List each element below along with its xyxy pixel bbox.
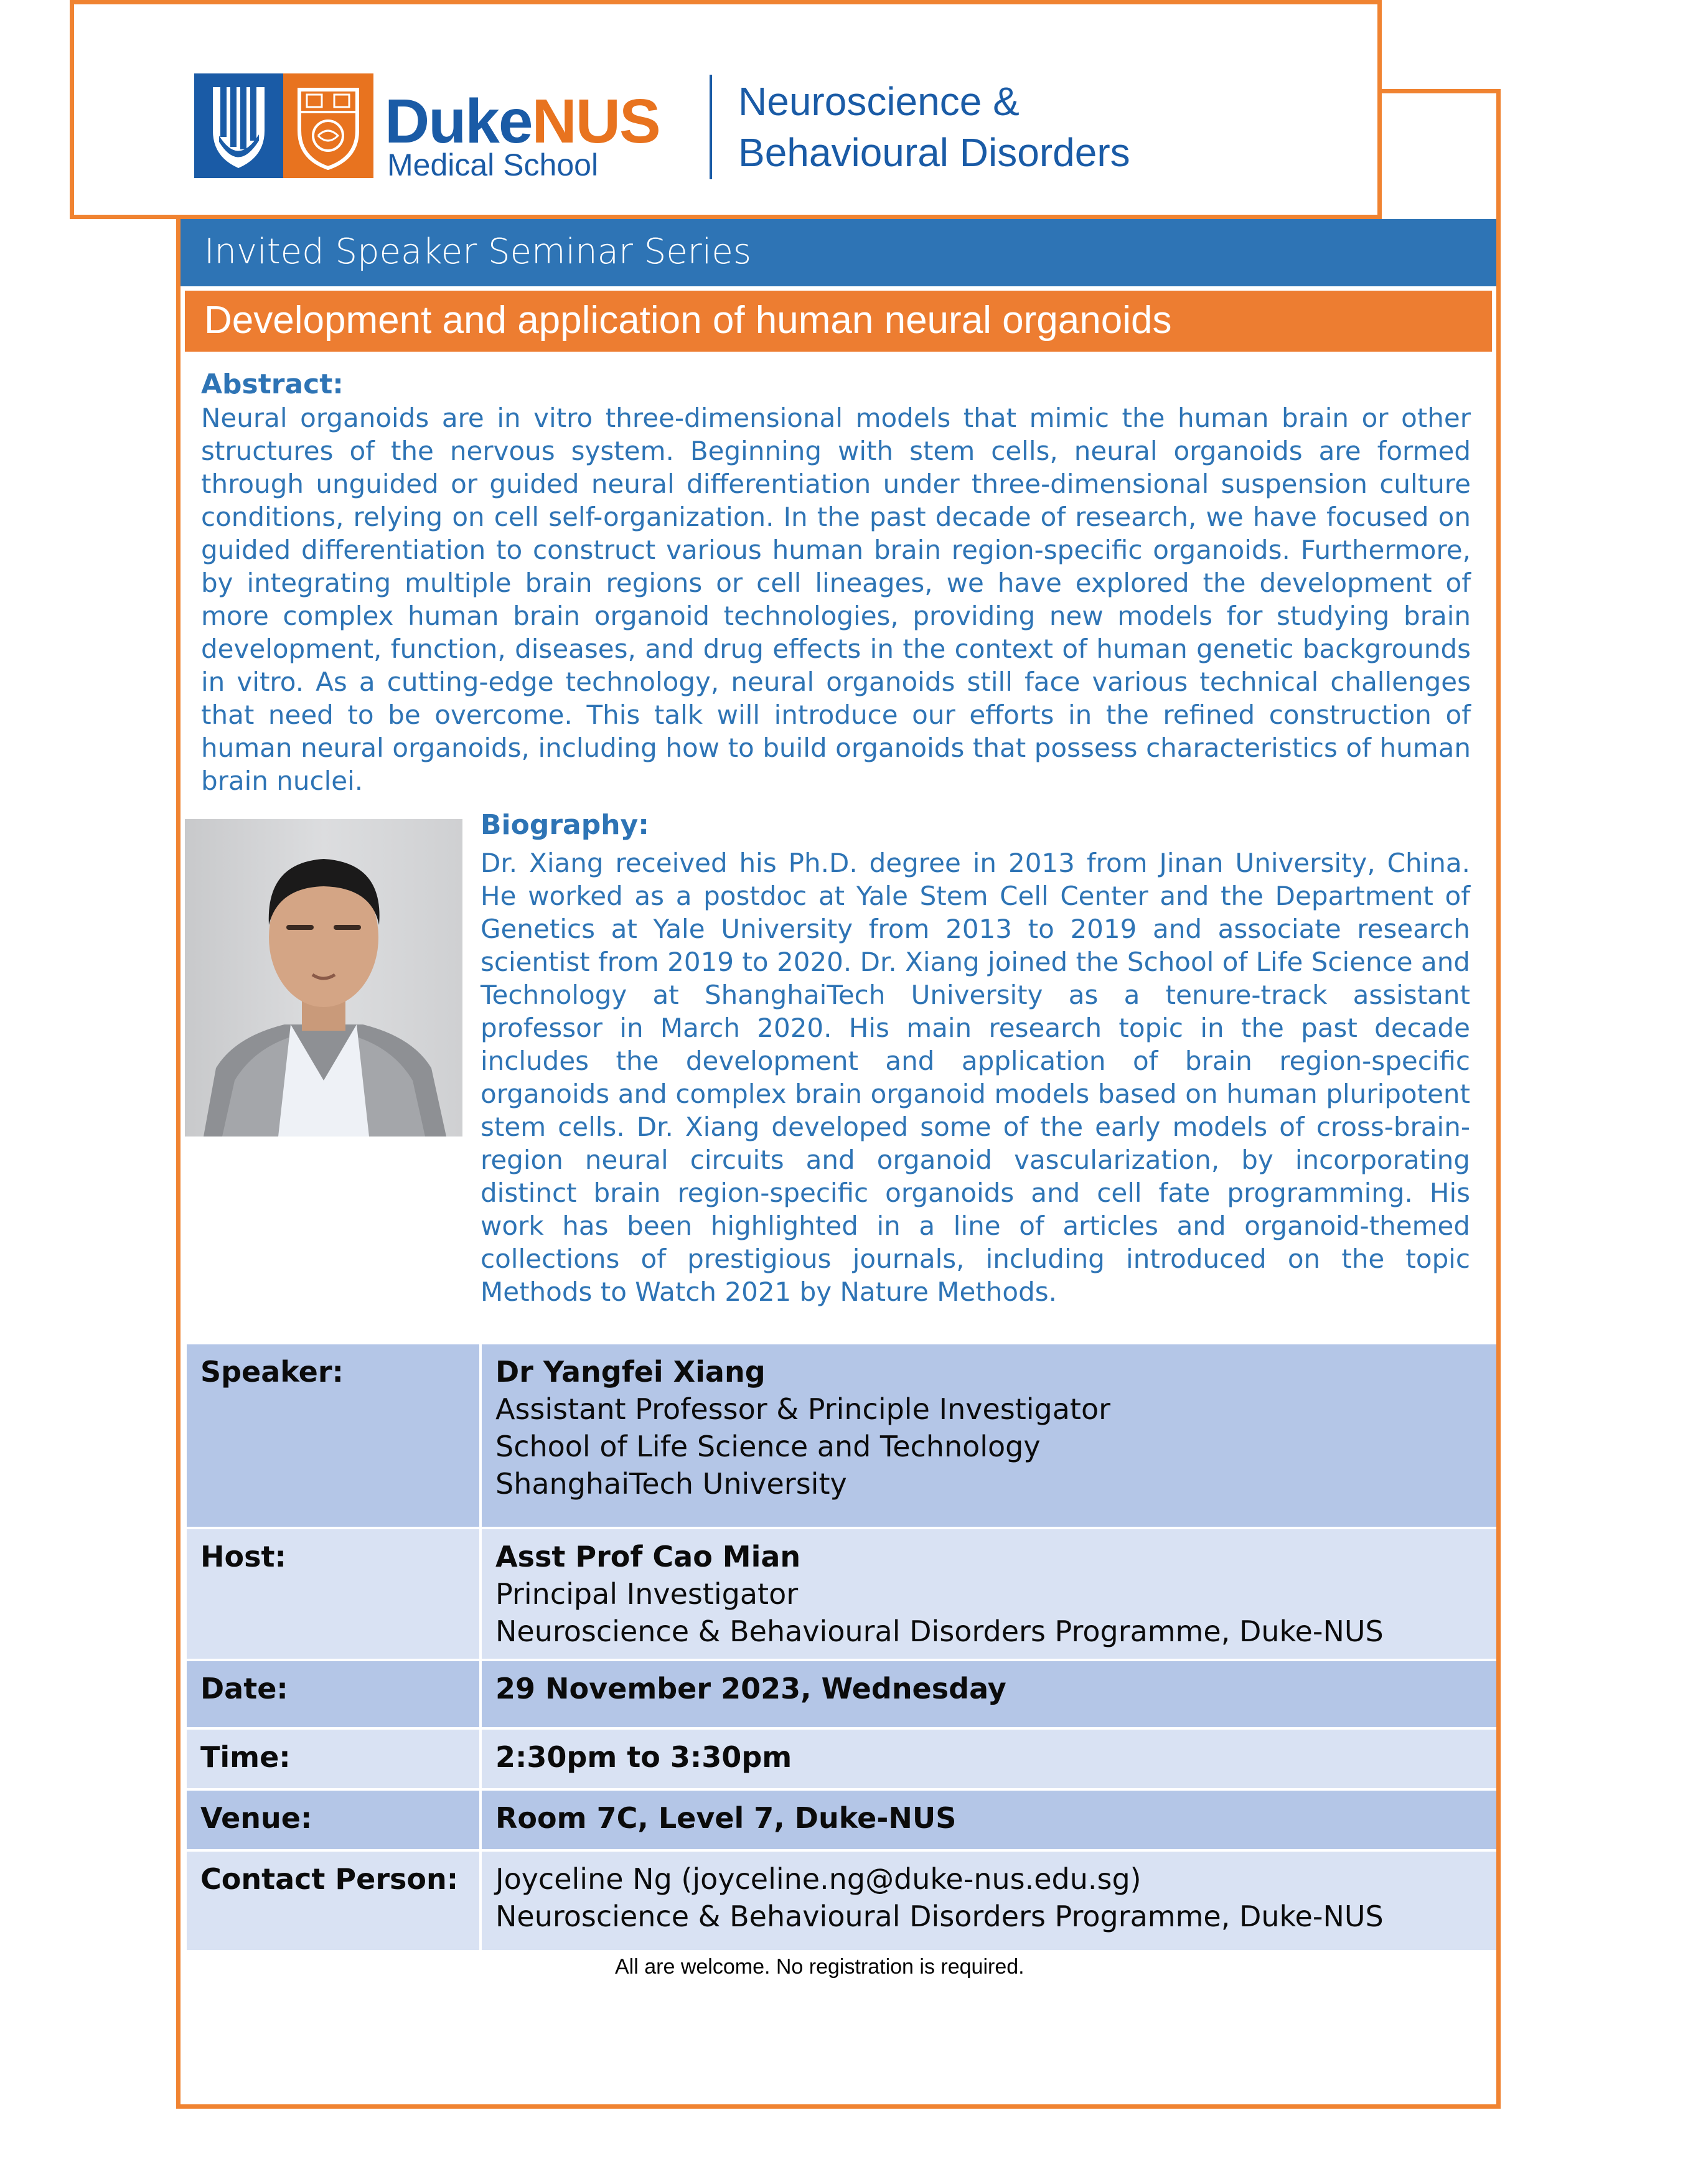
contact-value	[481, 1850, 1496, 1951]
footer-note: All are welcome. No registration is required.	[615, 1955, 1025, 1979]
series-title: Invited Speaker Seminar Series	[204, 232, 751, 272]
duke-shield-logo-icon	[194, 73, 283, 178]
speaker-title: Assistant Professor & Principle Investigator	[495, 1392, 1111, 1426]
date-value: 29 November 2023, Wednesday	[481, 1660, 1496, 1728]
department-line-2: Behavioural Disorders	[738, 130, 1130, 175]
biography-text: Dr. Xiang received his Ph.D. degree in 2013 from Jinan University, China. He worked as a postdoc at Yale Stem Cell Center and the Department of Genetics at Yale University from 2013 to 2019 and associate research scientist from 2019 to 2020. Dr. Xiang joined the School of Life Science and Technology at ShanghaiTech University as a tenure-track assistant professor in March 2020. His main research topic in the past decade includes the development and application of brain region-specific organoids and complex brain organoid models based on human pluripotent stem cells. Dr. Xiang developed some of the early models of cross-brain-region neural circuits and organoid vascularization, by incorporating distinct brain region-specific organoids and cell fate programming. His work has been highlighted in a line of articles and organoid-themed collections of prestigious journals, including introduced on the topic Methods to Watch 2021 by Nature Methods.	[481, 848, 1470, 1307]
contact-email[interactable]: Joyceline Ng (joyceline.ng@duke-nus.edu.sg)	[495, 1862, 1142, 1896]
nus-crest-logo-icon	[283, 73, 373, 178]
speaker-label: Speaker:	[187, 1344, 481, 1528]
speaker-photo	[185, 819, 462, 1137]
contact-row	[187, 1850, 1496, 1951]
biography-heading: Biography:	[481, 809, 649, 841]
venue-row	[187, 1789, 1496, 1850]
time-value: 2:30pm to 3:30pm	[481, 1728, 1496, 1789]
host-programme: Neuroscience & Behavioural Disorders Programme, Duke-NUS	[495, 1615, 1384, 1648]
speaker-university: ShanghaiTech University	[495, 1467, 847, 1501]
talk-title: Development and application of human neural organoids	[204, 299, 1172, 342]
date-label: Date:	[187, 1660, 481, 1728]
speaker-name: Dr Yangfei Xiang	[495, 1355, 766, 1389]
header-divider	[710, 75, 712, 179]
speaker-row	[187, 1344, 1496, 1528]
venue-label: Venue:	[187, 1789, 481, 1850]
seminar-details-table	[187, 1344, 1496, 1952]
abstract-text: Neural organoids are in vitro three-dimensional models that mimic the human brain or other structures of the nervous system. Beginning with stem cells, neural organoids are formed through unguided or guided neural differentiation under three-dimensional suspension culture conditions, relying on cell self-organization. In the past decade of research, we have focused on guided differentiation to construct various human brain region-specific organoids. Furthermore, by integrating multiple brain regions or cell lineages, we have explored the development of more complex human brain organoid technologies, providing new models for studying brain development, function, diseases, and drug effects in the context of human genetic backgrounds in vitro. As a cutting-edge technology, neural organoids still face various technical challenges that need to be overcome. This talk will introduce our efforts in the refined construction of human neural organoids, including how to build organoids that possess characteristics of human brain nuclei.	[201, 403, 1471, 796]
host-name: Asst Prof Cao Mian	[495, 1540, 801, 1573]
host-row	[187, 1528, 1496, 1660]
abstract-heading: Abstract:	[201, 368, 344, 400]
time-row	[187, 1728, 1496, 1789]
department-line-1: Neuroscience &	[738, 79, 1020, 124]
duke-nus-wordmark: DukeNUS	[385, 87, 660, 156]
time-label: Time:	[187, 1728, 481, 1789]
speaker-school: School of Life Science and Technology	[495, 1430, 1041, 1463]
host-title: Principal Investigator	[495, 1577, 799, 1611]
contact-programme: Neuroscience & Behavioural Disorders Programme, Duke-NUS	[495, 1900, 1384, 1933]
department-name	[738, 76, 1130, 178]
medical-school-label: Medical School	[387, 148, 599, 182]
venue-value: Room 7C, Level 7, Duke-NUS	[481, 1789, 1496, 1850]
date-row	[187, 1660, 1496, 1728]
host-label: Host:	[187, 1528, 481, 1660]
contact-label: Contact Person:	[187, 1850, 481, 1951]
host-value	[481, 1528, 1496, 1660]
speaker-value	[481, 1344, 1496, 1528]
